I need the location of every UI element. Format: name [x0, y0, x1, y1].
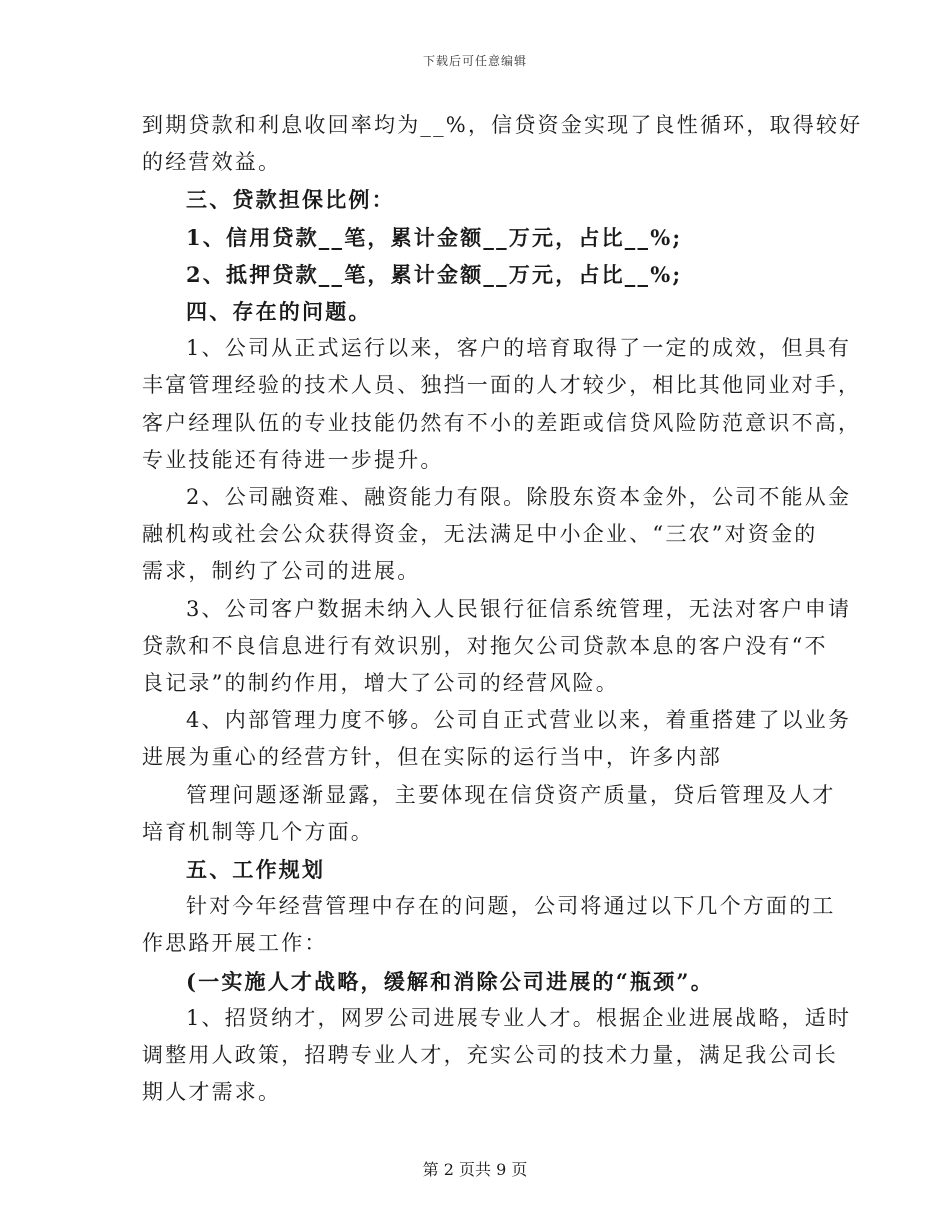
page-number: 第 2 页共 9 页 [422, 1160, 528, 1179]
body-line: 期人才需求。 [142, 1080, 282, 1105]
body-line: 作思路开展工作： [142, 931, 328, 956]
body-line: 4、内部管理力度不够。公司自正式营业以来，着重搭建了以业务 [186, 708, 852, 733]
body-line: 到期贷款和利息收回率均为__%，信贷资金实现了良性循环，取得较好 [142, 113, 863, 137]
body-line: (一实施人才战略，缓解和消除公司进展的“瓶颈”。 [186, 968, 714, 994]
body-line: 1、信用贷款__笔，累计金额__万元，占比__%; [186, 224, 683, 250]
body-line: 1、公司从正式运行以来，客户的培育取得了一定的成效，但具有 [186, 336, 852, 361]
body-line: 调整用人政策，招聘专业人才，充实公司的技术力量，满足我公司长 [142, 1043, 838, 1068]
page-header: 下载后可任意编辑 [422, 54, 527, 68]
body-line: 2、公司融资难、融资能力有限。除股东资本金外，公司不能从金 [186, 485, 852, 510]
body-line: 客户经理队伍的专业技能仍然有不小的差距或信贷风险防范意识不高， [142, 410, 862, 435]
body-line: 3、公司客户数据未纳入人民银行征信系统管理，无法对客户申请 [186, 596, 852, 621]
body-line: 良记录”的制约作用，增大了公司的经营风险。 [142, 671, 619, 696]
body-line: 针对今年经营管理中存在的问题，公司将通过以下几个方面的工 [186, 894, 836, 919]
body-line: 的经营效益。 [142, 150, 282, 175]
body-line: 丰富管理经验的技术人员、独挡一面的人才较少，相比其他同业对手， [142, 373, 862, 398]
body-line: 进展为重心的经营方针，但在实际的运行当中，许多内部 [142, 745, 722, 770]
body-line: 需求，制约了公司的进展。 [142, 559, 421, 584]
body-line: 四、存在的问题。 [186, 299, 372, 325]
body-line: 专业技能还有待进一步提升。 [142, 447, 444, 472]
body-line: 融机构或社会公众获得资金，无法满足中小企业、“三农”对资金的 [142, 522, 818, 547]
body-line: 2、抵押贷款__笔，累计金额__万元，占比__%; [186, 261, 683, 287]
body-line: 贷款和不良信息进行有效识别，对拖欠公司贷款本息的客户没有“不 [142, 633, 828, 658]
body-line: 培育机制等几个方面。 [142, 819, 374, 844]
body-line: 五、工作规划 [186, 857, 326, 883]
body-line: 管理问题逐渐显露，主要体现在信贷资产质量，贷后管理及人才 [186, 782, 836, 807]
body-line: 三、贷款担保比例： [186, 187, 395, 213]
document-body [142, 107, 863, 1111]
body-line: 1、招贤纳才，网罗公司进展专业人才。根据企业进展战略，适时 [186, 1005, 852, 1030]
